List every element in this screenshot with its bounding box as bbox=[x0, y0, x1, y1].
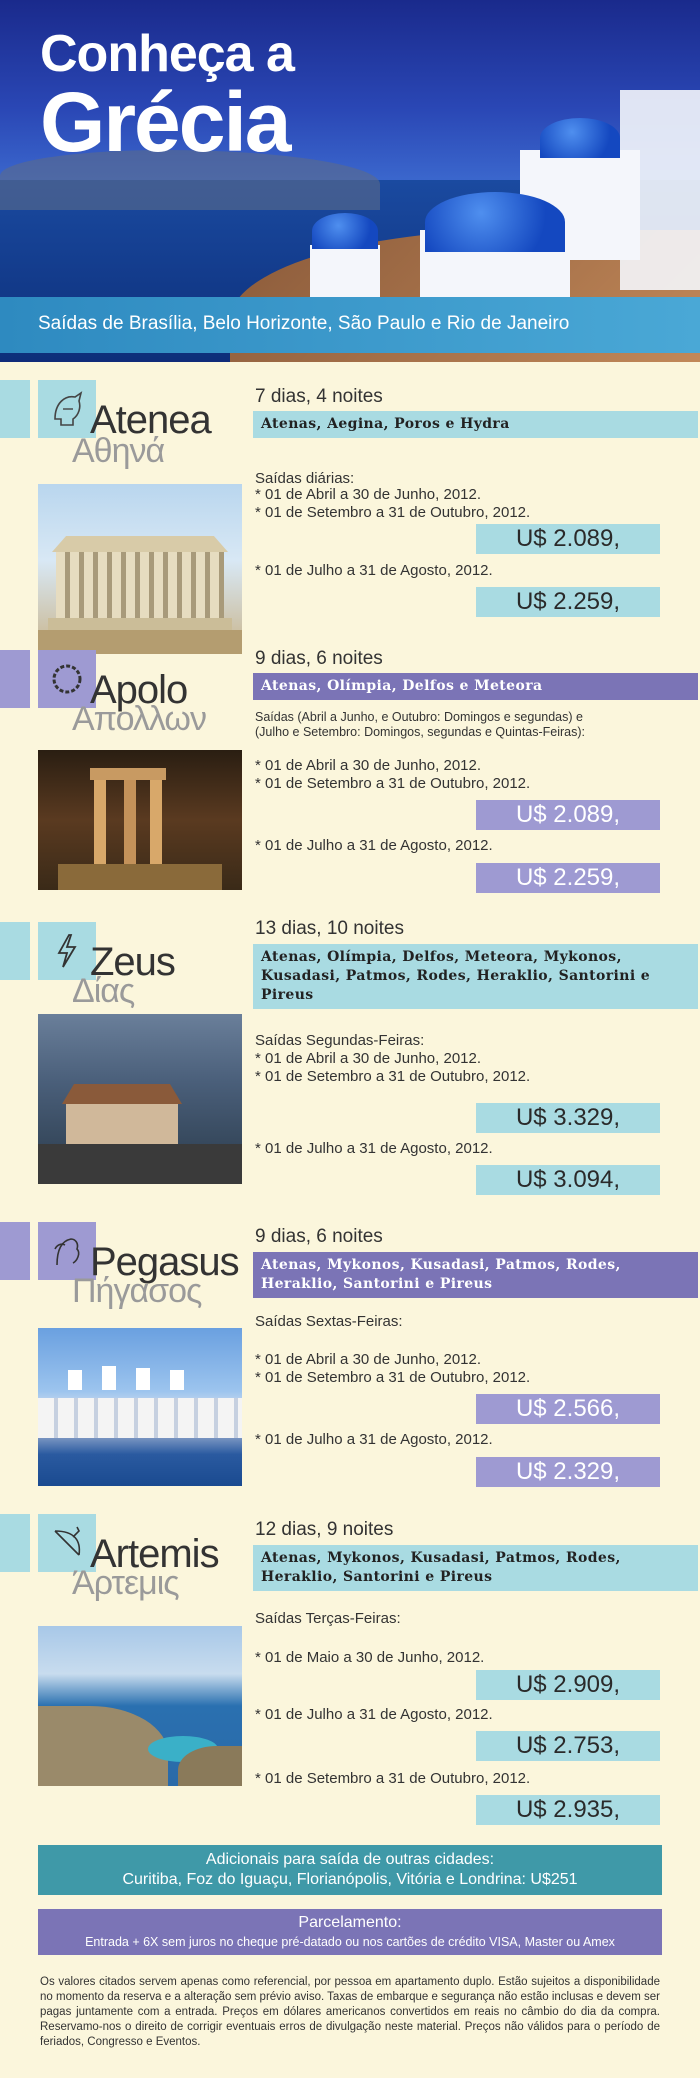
package-name: Zeus bbox=[90, 940, 175, 984]
white-chapel bbox=[310, 245, 380, 300]
package-cities: Atenas, Mykonos, Kusadasi, Patmos, Rodes, Heraklio, Santorini e Pireus bbox=[253, 1252, 698, 1298]
package-cities: Atenas, Olímpia, Delfos, Meteora, Mykonos, Kusadasi, Patmos, Rodes, Heraklio, Santorini e Pireus bbox=[253, 944, 698, 1009]
package-cities: Atenas, Olímpia, Delfos e Meteora bbox=[253, 673, 698, 700]
package-name: Artemis bbox=[90, 1532, 219, 1576]
period-line: * 01 de Setembro a 31 de Outubro, 2012. bbox=[255, 504, 531, 521]
departures-text: Saídas de Brasília, Belo Horizonte, São Paulo e Rio de Janeiro bbox=[38, 313, 570, 334]
section-tab bbox=[0, 922, 30, 980]
price-badge: U$ 2.329, bbox=[476, 1457, 660, 1487]
price-badge: U$ 2.089, bbox=[476, 524, 660, 554]
package-name: Pegasus bbox=[90, 1240, 239, 1284]
mykonos-windmills-photo bbox=[38, 1328, 242, 1486]
package-duration: 12 dias, 9 noites bbox=[255, 1519, 394, 1540]
package-greek-name: Άρτεμις bbox=[72, 1564, 179, 1602]
price-badge: U$ 3.094, bbox=[476, 1165, 660, 1195]
section-tab bbox=[0, 650, 30, 708]
package-duration: 13 dias, 10 noites bbox=[255, 918, 404, 939]
departure-info: Saídas Terças-Feiras: bbox=[255, 1610, 401, 1627]
additional-cities-box bbox=[38, 1845, 662, 1895]
delphi-tholos-photo bbox=[38, 750, 242, 890]
installments-title: Parcelamento: bbox=[298, 1914, 402, 1931]
disclaimer-text: Os valores citados servem apenas como referencial, por pessoa em apartamento duplo. Estão sujeitos a disponibilidade no momento da reserva e a alteração sem prévio aviso. Taxas de embarque e segurança não estão inclusas e devem ser pagas juntamente com a entrada. Preços em dólares americanos convertidos em reais no câmbio do dia da compra. Reservamo-nos o direito de corrigir eventuais erros de divulgação neste material. Preços não válidos para o período de feriados, Congresso e Eventos. bbox=[40, 1976, 660, 2048]
period-line: * 01 de Julho a 31 de Agosto, 2012. bbox=[255, 1431, 493, 1448]
additional-title: Adicionais para saída de outras cidades: bbox=[205, 1851, 495, 1868]
departure-info: Saídas Sextas-Feiras: bbox=[255, 1313, 403, 1330]
departures-band bbox=[0, 297, 700, 353]
athena-helmet-icon bbox=[38, 380, 96, 438]
hero-title-line1: Conheça a bbox=[40, 25, 294, 83]
departure-info: Saídas diárias: bbox=[255, 470, 355, 487]
period-line: * 01 de Abril a 30 de Junho, 2012. bbox=[255, 757, 482, 774]
price-badge: U$ 2.259, bbox=[476, 587, 660, 617]
price-badge: U$ 2.935, bbox=[476, 1795, 660, 1825]
hero-banner bbox=[0, 0, 700, 362]
white-houses bbox=[620, 90, 700, 290]
section-tab bbox=[0, 1514, 30, 1572]
period-line: * 01 de Setembro a 31 de Outubro, 2012. bbox=[255, 775, 531, 792]
period-line: * 01 de Setembro a 31 de Outubro, 2012. bbox=[255, 1068, 531, 1085]
blue-dome-small bbox=[312, 213, 378, 249]
package-greek-name: Αθηνά bbox=[72, 432, 165, 470]
price-badge: U$ 2.753, bbox=[476, 1731, 660, 1761]
period-line: * 01 de Maio a 30 de Junho, 2012. bbox=[255, 1649, 485, 1666]
period-line: * 01 de Setembro a 31 de Outubro, 2012. bbox=[255, 1369, 531, 1386]
package-cities: Atenas, Mykonos, Kusadasi, Patmos, Rodes, Heraklio, Santorini e Pireus bbox=[253, 1545, 698, 1591]
price-badge: U$ 2.909, bbox=[476, 1670, 660, 1700]
period-line: * 01 de Abril a 30 de Junho, 2012. bbox=[255, 486, 482, 503]
blue-dome-large bbox=[540, 118, 620, 158]
period-line: * 01 de Setembro a 31 de Outubro, 2012. bbox=[255, 1770, 531, 1787]
package-duration: 7 dias, 4 noites bbox=[255, 386, 383, 407]
price-badge: U$ 3.329, bbox=[476, 1103, 660, 1133]
period-line: * 01 de Abril a 30 de Junho, 2012. bbox=[255, 1050, 482, 1067]
section-tab bbox=[0, 380, 30, 438]
departure-info: Saídas (Abril a Junho, e Outubro: Domingos e segundas) e bbox=[255, 710, 583, 724]
package-greek-name: Πήγασος bbox=[72, 1272, 202, 1310]
parthenon-photo bbox=[38, 484, 242, 654]
period-line: * 01 de Julho a 31 de Agosto, 2012. bbox=[255, 1140, 493, 1157]
lindos-bay-photo bbox=[38, 1626, 242, 1786]
period-line: * 01 de Julho a 31 de Agosto, 2012. bbox=[255, 562, 493, 579]
section-tab bbox=[0, 1222, 30, 1280]
departure-info: (Julho e Setembro: Domingos, segundas e Quintas-Feiras): bbox=[255, 725, 586, 739]
blue-dome-front bbox=[425, 192, 565, 252]
price-badge: U$ 2.259, bbox=[476, 863, 660, 893]
package-duration: 9 dias, 6 noites bbox=[255, 648, 383, 669]
meteora-monastery-photo bbox=[38, 1014, 242, 1184]
departure-info: Saídas Segundas-Feiras: bbox=[255, 1032, 425, 1049]
additional-text: Curitiba, Foz do Iguaçu, Florianópolis, Vitória e Londrina: U$251 bbox=[122, 1871, 578, 1888]
price-badge: U$ 2.089, bbox=[476, 800, 660, 830]
period-line: * 01 de Julho a 31 de Agosto, 2012. bbox=[255, 1706, 493, 1723]
package-name: Apolo bbox=[90, 668, 188, 712]
package-duration: 9 dias, 6 noites bbox=[255, 1226, 383, 1247]
price-badge: U$ 2.566, bbox=[476, 1394, 660, 1424]
package-cities: Atenas, Aegina, Poros e Hydra bbox=[253, 411, 698, 438]
installments-text: Entrada + 6X sem juros no cheque pré-datado ou nos cartões de crédito VISA, Master ou Amex bbox=[85, 1935, 615, 1949]
package-greek-name: Απολλων bbox=[72, 700, 206, 738]
installments-box bbox=[38, 1909, 662, 1955]
package-greek-name: Δίας bbox=[72, 972, 135, 1010]
hero-title-line2: Grécia bbox=[40, 75, 290, 169]
period-line: * 01 de Julho a 31 de Agosto, 2012. bbox=[255, 837, 493, 854]
period-line: * 01 de Abril a 30 de Junho, 2012. bbox=[255, 1351, 482, 1368]
package-name: Atenea bbox=[90, 398, 211, 442]
